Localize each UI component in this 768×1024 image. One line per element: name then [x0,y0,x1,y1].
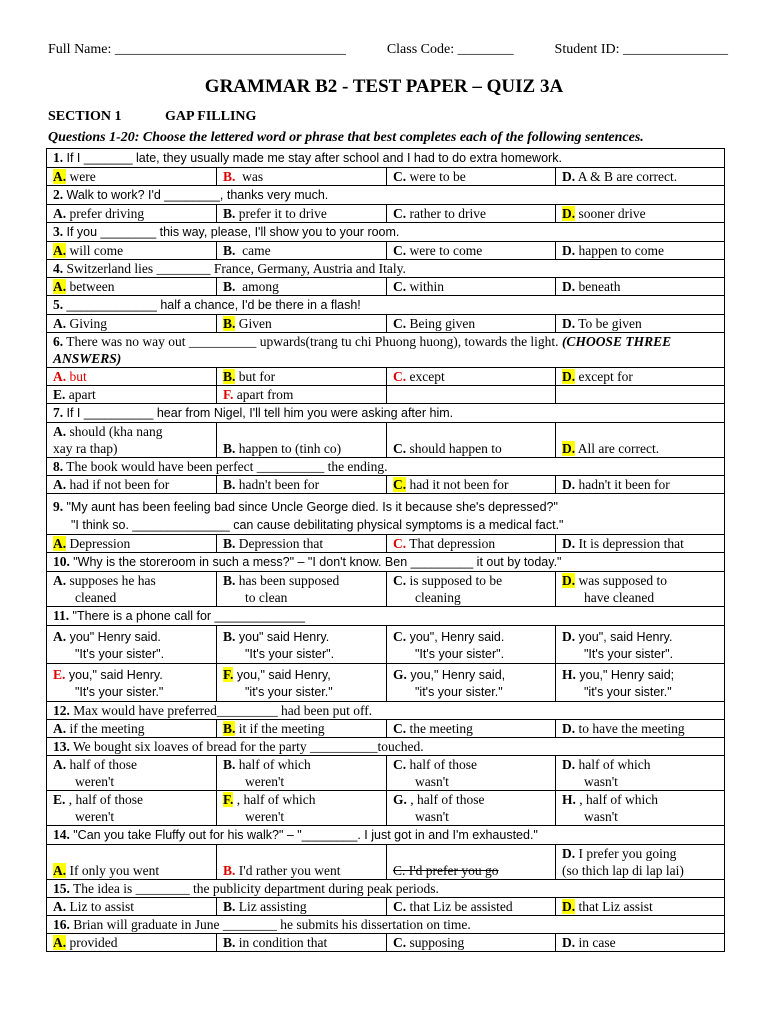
option-c[interactable]: C. rather to drive [387,205,556,223]
question-13-options-row-2 [47,791,725,826]
question-9-stem-row: 9. "My aunt has been feeling bad since Uncle George died. Is it because she's depressed?" "I think so. ______________ can cause debilitating physical symptoms is a medical fact." [47,494,725,535]
option-b[interactable]: B. it if the meeting [217,720,387,738]
question-stem: Max would have preferred_________ had been put off. [73,703,373,718]
question-11-stem-row: 11. "There is a phone call for _____________ [47,607,725,626]
question-stem: "Why is the storeroom in such a mess?" – "I don't know. Ben _________ it out by today." [73,555,562,569]
option-e[interactable]: E. you," said Henry. "It's your sister." [47,664,217,702]
question-16-stem-row: 16. Brian will graduate in June ________ he submits his dissertation on time. [47,916,725,934]
option-c[interactable]: C. except [387,368,556,386]
option-d[interactable]: D. To be given [556,315,725,333]
question-4-options-row [47,278,725,296]
option-h[interactable]: H. you," Henry said; "it's your sister." [556,664,725,702]
question-stem: Switzerland lies ________ France, Germany, Austria and Italy. [66,261,406,276]
option-c[interactable]: C. Being given [387,315,556,333]
question-5-stem-row: 5. _____________ half a chance, I'd be there in a flash! [47,296,725,315]
option-d[interactable]: D. All are correct. [556,423,725,458]
option-f[interactable]: F. you," said Henry, "it's your sister." [217,664,387,702]
option-b[interactable]: B. in condition that [217,934,387,952]
option-a[interactable]: A. If only you went [47,845,217,880]
question-3-stem-row: 3. If you ________ this way, please, I'll show you to your room. [47,223,725,242]
option-b[interactable]: B. I'd rather you went [217,845,387,880]
option-d[interactable]: D. A & B are correct. [556,168,725,186]
option-e[interactable]: E. , half of those weren't [47,791,217,826]
student-id-field[interactable]: Student ID: _______________ [554,42,728,57]
option-a[interactable]: A. between [47,278,217,296]
option-a[interactable]: A. you" Henry said. "It's your sister". [47,626,217,664]
question-10-options-row [47,572,725,607]
question-16-options-row [47,934,725,952]
option-b[interactable]: B. has been supposed to clean [217,572,387,607]
empty-cell [387,386,556,404]
question-11-options-row [47,626,725,664]
question-7-options-row [47,423,725,458]
option-c[interactable]: C. were to come [387,242,556,260]
question-stem: Walk to work? I'd ________, thanks very much. [66,188,329,202]
option-c[interactable]: C. should happen to [387,423,556,458]
question-8-stem-row: 8. The book would have been perfect __________ the ending. [47,458,725,476]
class-code-field[interactable]: Class Code: ________ [386,42,514,57]
option-g[interactable]: G. you," Henry said, "it's your sister." [387,664,556,702]
option-d[interactable]: D. to have the meeting [556,720,725,738]
question-number: 1. [53,150,64,165]
option-b[interactable]: B. happen to (tinh co) [217,423,387,458]
option-a[interactable]: A. had if not been for [47,476,217,494]
option-c[interactable]: C. That depression [387,535,556,553]
option-a[interactable]: A. provided [47,934,217,952]
question-stem: "Can you take Fluffy out for his walk?" – "________. I just got in and I'm exhausted." [73,828,538,842]
option-b[interactable]: B. Given [217,315,387,333]
option-c[interactable]: C. that Liz be assisted [387,898,556,916]
option-a[interactable]: A. half of those weren't [47,756,217,791]
option-b[interactable]: B. you" said Henry. "It's your sister". [217,626,387,664]
option-a[interactable]: A. will come [47,242,217,260]
question-stem: The book would have been perfect __________ the ending. [66,459,388,474]
question-stem: If you ________ this way, please, I'll show you to your room. [66,225,400,239]
question-stem: "My aunt has been feeling bad since Uncle George died. Is it because she's depressed?" [66,500,558,514]
question-stem: The idea is ________ the publicity department during peak periods. [73,881,439,896]
question-15-options-row [47,898,725,916]
option-b[interactable]: B. half of which weren't [217,756,387,791]
question-6-stem-row: 6. There was no way out __________ upwards(trang tu chi Phuong huong), towards the light. (CHOOSE THREE ANSWERS) [47,333,725,368]
option-a[interactable]: A. if the meeting [47,720,217,738]
option-g[interactable]: G. , half of those wasn't [387,791,556,826]
option-c[interactable]: C. you", Henry said. "It's your sister". [387,626,556,664]
option-d[interactable]: D. beneath [556,278,725,296]
option-b[interactable]: B. hadn't been for [217,476,387,494]
question-3-options-row [47,242,725,260]
question-12-stem-row: 12. Max would have preferred_________ had been put off. [47,702,725,720]
option-b[interactable]: B. prefer it to drive [217,205,387,223]
option-d[interactable]: D. sooner drive [556,205,725,223]
option-c[interactable]: C. within [387,278,556,296]
option-b[interactable]: B. came [217,242,387,260]
option-d[interactable]: D. hadn't it been for [556,476,725,494]
question-2-options-row [47,205,725,223]
option-c[interactable]: C. half of those wasn't [387,756,556,791]
option-d[interactable]: D. in case [556,934,725,952]
option-d[interactable]: D. happen to come [556,242,725,260]
option-c[interactable]: C. the meeting [387,720,556,738]
option-e[interactable]: E. apart [47,386,217,404]
option-b[interactable]: B. among [217,278,387,296]
option-c[interactable]: C. supposing [387,934,556,952]
option-d[interactable]: D. I prefer you going (so thich lap di lap lai) [556,845,725,880]
question-stem-line-2: "I think so. ______________ can cause debilitating physical symptoms is a medical fact." [71,518,564,532]
option-d[interactable]: D. you", said Henry. "It's your sister". [556,626,725,664]
question-6-options-row [47,368,725,386]
option-b[interactable]: B. Depression that [217,535,387,553]
question-stem: _____________ half a chance, I'd be there in a flash! [66,298,361,312]
option-a[interactable]: A. but [47,368,217,386]
question-stem: If I _______ late, they usually made me stay after school and I had to do extra homework. [66,151,562,165]
option-a[interactable]: A. supposes he has cleaned [47,572,217,607]
question-14-stem-row: 14. "Can you take Fluffy out for his walk?" – "________. I just got in and I'm exhausted." [47,826,725,845]
option-f[interactable]: F. apart from [217,386,387,404]
question-12-options-row [47,720,725,738]
question-14-options-row [47,845,725,880]
question-15-stem-row: 15. The idea is ________ the publicity department during peak periods. [47,880,725,898]
option-a[interactable]: A. prefer driving [47,205,217,223]
instructions: Questions 1-20: Choose the lettered word or phrase that best completes each of the following sentences. [48,130,644,145]
student-info-header [48,42,728,58]
option-f[interactable]: F. , half of which weren't [217,791,387,826]
question-1-stem-row [47,149,725,168]
option-c[interactable]: C. were to be [387,168,556,186]
option-d[interactable]: D. half of which wasn't [556,756,725,791]
option-c[interactable]: C. had it not been for [387,476,556,494]
question-6-options-row-2 [47,386,725,404]
question-2-stem-row: 2. Walk to work? I'd ________, thanks very much. [47,186,725,205]
option-a[interactable]: A. Depression [47,535,217,553]
option-a[interactable]: A. Liz to assist [47,898,217,916]
question-13-options-row [47,756,725,791]
option-b[interactable]: B. was [217,168,387,186]
question-13-stem-row: 13. We bought six loaves of bread for the party __________touched. [47,738,725,756]
option-d[interactable]: D. that Liz assist [556,898,725,916]
question-stem: "There is a phone call for _____________ [72,609,305,623]
question-stem: Brian will graduate in June ________ he submits his dissertation on time. [73,917,471,932]
question-9-options-row [47,535,725,553]
question-stem: We bought six loaves of bread for the party __________touched. [73,739,424,754]
option-c[interactable]: C. is supposed to be cleaning [387,572,556,607]
question-8-options-row [47,476,725,494]
question-note: (CHOOSE THREE ANSWERS) [53,334,672,366]
question-5-options-row [47,315,725,333]
full-name-field[interactable]: Full Name: _________________________________ [48,42,346,57]
option-h[interactable]: H. , half of which wasn't [556,791,725,826]
option-d[interactable]: D. It is depression that [556,535,725,553]
option-c[interactable]: C. I'd prefer you go [387,845,556,880]
question-7-stem-row: 7. If I __________ hear from Nigel, I'll tell him you were asking after him. [47,404,725,423]
option-b[interactable]: B. Liz assisting [217,898,387,916]
option-a[interactable]: A. were [47,168,217,186]
option-d[interactable]: D. except for [556,368,725,386]
option-d[interactable]: D. was supposed to have cleaned [556,572,725,607]
question-stem: There was no way out __________ upwards(trang tu chi Phuong huong), towards the light. [66,334,559,349]
empty-cell [556,386,725,404]
section-label: SECTION 1 [48,109,122,124]
question-10-stem-row: 10. "Why is the storeroom in such a mess?" – "I don't know. Ben _________ it out by today." [47,553,725,572]
question-11-options-row-2 [47,664,725,702]
section-name: GAP FILLING [165,109,257,124]
option-b[interactable]: B. but for [217,368,387,386]
page-title: GRAMMAR B2 - TEST PAPER – QUIZ 3A [204,76,564,97]
option-a[interactable]: A. should (kha nang xay ra thap) [47,423,217,458]
questions-table [46,148,725,952]
question-4-stem-row: 4. Switzerland lies ________ France, Germany, Austria and Italy. [47,260,725,278]
question-1-options-row [47,168,725,186]
section-heading [48,109,296,125]
option-a[interactable]: A. Giving [47,315,217,333]
question-stem: If I __________ hear from Nigel, I'll tell him you were asking after him. [66,406,454,420]
